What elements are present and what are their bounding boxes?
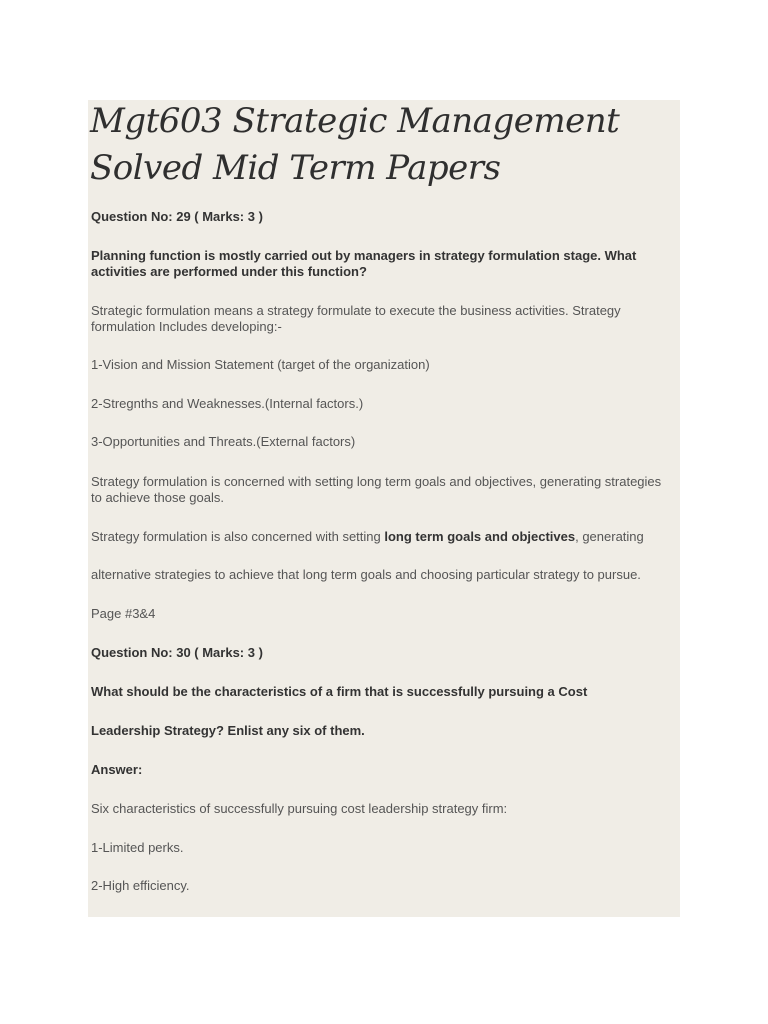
paragraph-strategic-formulation: Strategic formulation means a strategy formulate to execute the business activities. Strategy formulation Includes developing:- xyxy=(91,303,621,334)
page-reference: Page #3&4 xyxy=(91,606,156,621)
question-29-text: Planning function is mostly carried out by managers in strategy formulation stage. What activities are performed under this function? xyxy=(91,248,637,279)
paragraph-text-start: Strategy formulation is also concerned with setting xyxy=(91,529,385,544)
question-30-heading: Question No: 30 ( Marks: 3 ) xyxy=(91,645,263,660)
paragraph-bold-phrase: long term goals and objectives xyxy=(384,529,576,544)
paragraph-long-term-goals: Strategy formulation is concerned with setting long term goals and objectives, generating strategies to achieve those goals. xyxy=(91,474,662,505)
title-line-2: Solved Mid Term Papers xyxy=(90,148,501,188)
list-item-high-efficiency: 2-High efficiency. xyxy=(91,878,190,893)
question-29-heading: Question No: 29 ( Marks: 3 ) xyxy=(91,209,263,224)
title-line-1: Mgt603 Strategic Management xyxy=(90,101,620,141)
list-item-limited-perks: 1-Limited perks. xyxy=(91,840,184,855)
paragraph-also-concerned xyxy=(91,529,675,545)
document-title xyxy=(90,98,670,192)
list-item-strengths: 2-Stregnths and Weaknesses.(Internal factors.) xyxy=(91,396,364,411)
question-30-text-line-2: Leadership Strategy? Enlist any six of them. xyxy=(91,723,365,738)
paragraph-six-characteristics: Six characteristics of successfully pursuing cost leadership strategy firm: xyxy=(91,801,508,816)
list-item-opportunities: 3-Opportunities and Threats.(External factors) xyxy=(91,434,356,449)
answer-label: Answer: xyxy=(91,762,143,777)
paragraph-text-end: , generating xyxy=(575,529,644,544)
question-30-text-line-1: What should be the characteristics of a firm that is successfully pursuing a Cost xyxy=(91,684,588,699)
list-item-vision: 1-Vision and Mission Statement (target of the organization) xyxy=(91,357,430,372)
paragraph-alternative-strategies: alternative strategies to achieve that long term goals and choosing particular strategy to pursue. xyxy=(91,567,641,582)
